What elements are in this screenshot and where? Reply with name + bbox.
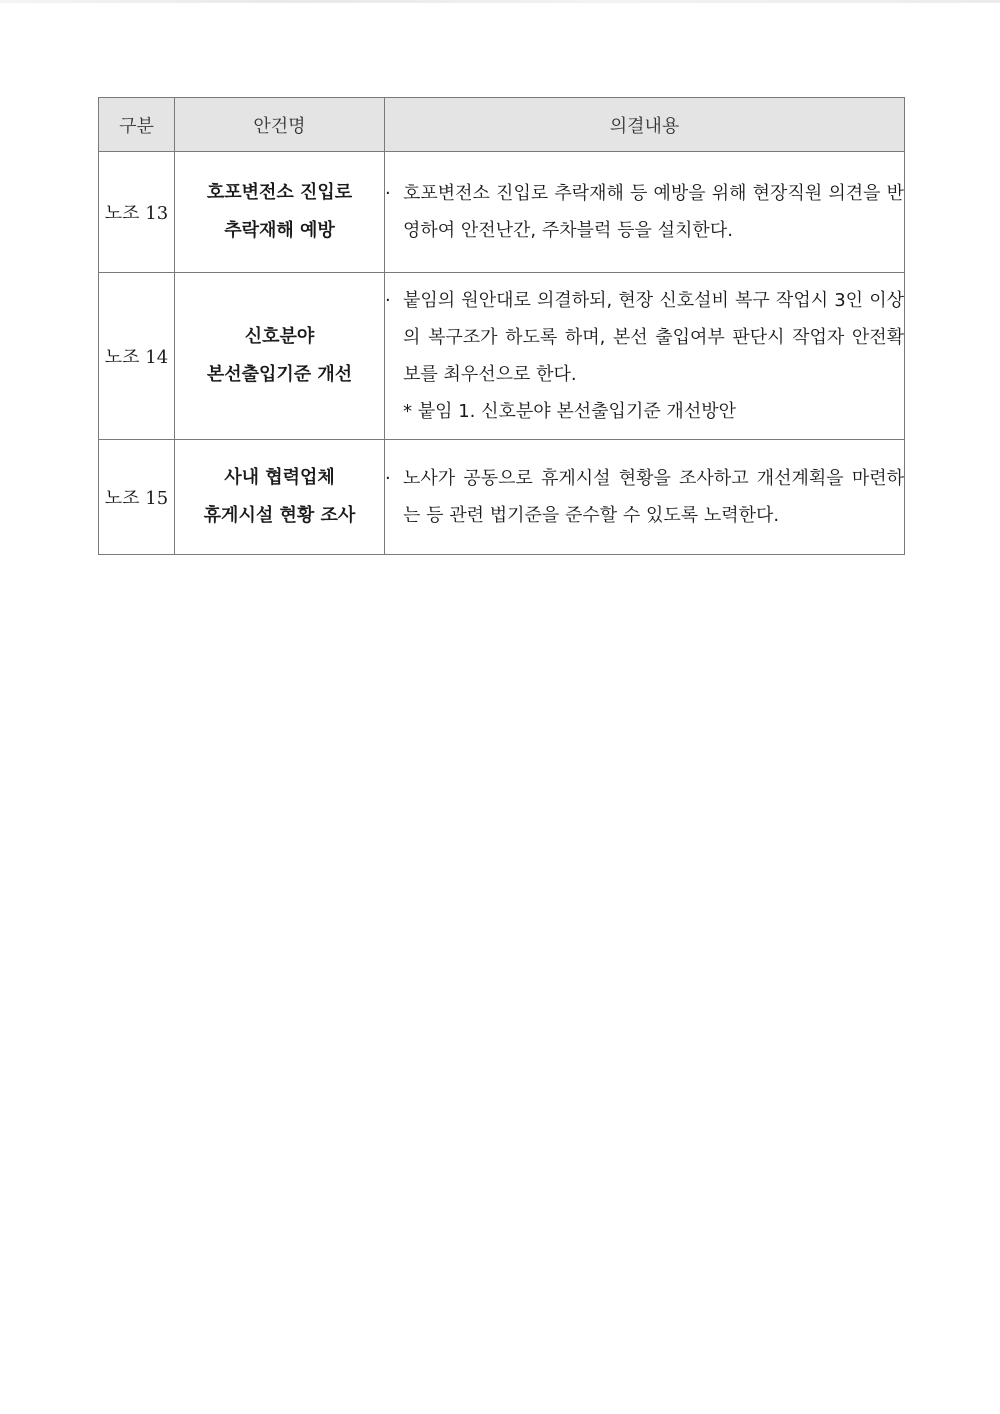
agenda-line: 휴게시설 현황 조사 [203, 505, 356, 526]
scan-edge [0, 0, 1000, 3]
resolution-body: 노사가 공동으로 휴게시설 현황을 조사하고 개선계획을 마련하는 등 관련 법기준을 준수할 수 있도록 노력한다. [403, 468, 904, 526]
resolutions-table [98, 97, 905, 555]
bullet-mark: · [385, 468, 391, 489]
table-row [99, 273, 905, 440]
resolution-text [385, 282, 904, 393]
row-agenda [175, 273, 385, 440]
row-category: 노조 15 [99, 440, 175, 555]
row-resolution [385, 152, 905, 273]
attachment-note: * 붙임 1. 신호분야 본선출입기준 개선방안 [403, 401, 736, 422]
table-header-row [99, 98, 905, 152]
bullet-mark: · [385, 183, 391, 204]
agenda-line: 추락재해 예방 [224, 220, 335, 241]
agenda-line: 본선출입기준 개선 [206, 364, 353, 385]
row-category: 노조 13 [99, 152, 175, 273]
agenda-line: 호포변전소 진입로 [206, 182, 353, 203]
header-resolution: 의결내용 [385, 98, 905, 152]
resolution-text [385, 460, 904, 534]
table-row [99, 440, 905, 555]
resolution-body: 붙임의 원안대로 의결하되, 현장 신호설비 복구 작업시 3인 이상의 복구조가 하도록 하며, 본선 출입여부 판단시 작업자 안전확보를 최우선으로 한다. [403, 290, 904, 385]
row-agenda [175, 440, 385, 555]
row-agenda [175, 152, 385, 273]
row-resolution [385, 440, 905, 555]
resolution-body: 호포변전소 진입로 추락재해 등 예방을 위해 현장직원 의견을 반영하여 안전난간, 주차블럭 등을 설치한다. [403, 183, 904, 241]
resolution-text [385, 175, 904, 249]
header-agenda: 안건명 [175, 98, 385, 152]
row-category: 노조 14 [99, 273, 175, 440]
agenda-line: 신호분야 [244, 326, 315, 347]
row-resolution [385, 273, 905, 440]
bullet-mark: · [385, 290, 391, 311]
table-row [99, 152, 905, 273]
agenda-line: 사내 협력업체 [224, 467, 335, 488]
header-category: 구분 [99, 98, 175, 152]
